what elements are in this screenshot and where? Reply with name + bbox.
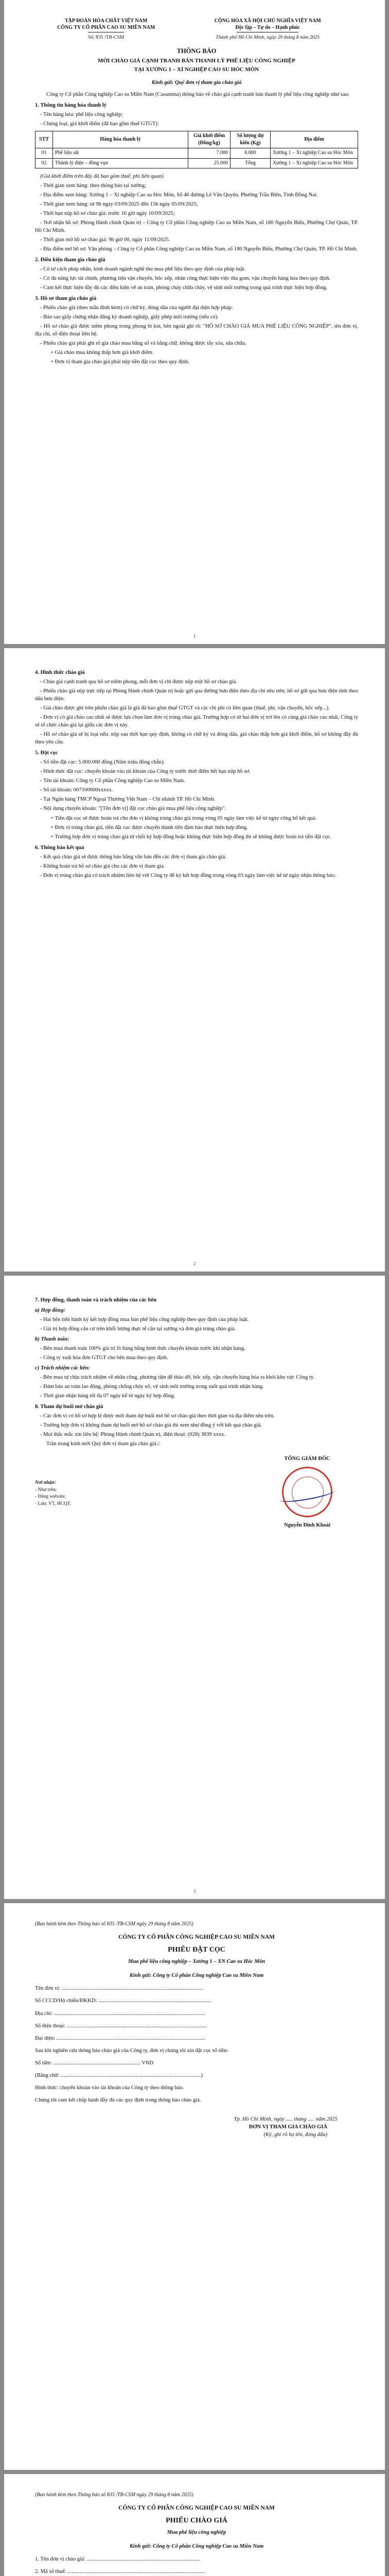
section-heading: 7. Hợp đồng, thanh toán và trách nhiệm của các bên bbox=[35, 1297, 157, 1303]
nation-name: CỘNG HÒA XÃ HỘI CHỦ NGHĨA VIỆT NAM bbox=[214, 18, 321, 24]
recipient: - Lưu: VT, HCQT. bbox=[35, 1501, 72, 1506]
table-header-row bbox=[36, 131, 358, 148]
list-item: - Số tiền đặt cọc: 5.000.000 đồng (Năm triệu đồng chẵn). bbox=[40, 759, 165, 766]
page-number: 2 bbox=[193, 1261, 196, 1267]
list-item: - Thời gian nhận hàng tối đa 07 ngày kể từ ngày ký hợp đồng. bbox=[40, 1393, 175, 1399]
column-header: Số lượng dự kiến (Kg) bbox=[231, 131, 271, 148]
list-item: - Bản sao giấy chứng nhận đăng ký doanh nghiệp, giấy phép môi trường (nếu có). bbox=[40, 314, 219, 320]
form-field[interactable]: 2. Mã số thuế: ..................................................................................................... bbox=[35, 2569, 205, 2575]
list-item: - Thời gian mở hồ sơ chào giá: 9h giờ 00, ngày 11/09/2025. bbox=[40, 237, 170, 243]
list-item: - Hình thức đặt cọc: chuyển khoản vào tài khoản của Công ty trước thời điểm hết hạn nộp hồ sơ. bbox=[40, 769, 251, 775]
document-subtitle-line-1: MỜI CHÀO GIÁ CẠNH TRANH BÁN THANH LÝ PHẾ LIỆU CÔNG NGHIỆP bbox=[98, 58, 295, 64]
issue-date: Thành phố Hồ Chí Minh, ngày 29 tháng 8 năm 2025 bbox=[216, 35, 320, 40]
table-cell: Xưởng 1 – Xí nghiệp Cao su Hóc Môn bbox=[271, 158, 358, 168]
section-heading: 3. Hồ sơ tham gia chào giá bbox=[35, 296, 97, 302]
list-item: - Các đơn vị có hồ sơ hợp lệ được mời tham dự buổi mở hồ sơ chào giá theo thời gian và địa điểm nêu trên. bbox=[40, 1413, 275, 1419]
list-item: - Công ty xuất hóa đơn GTGT cho bên mua theo quy định. bbox=[40, 1355, 168, 1361]
list-item: - Tên tài khoản: Công ty Cổ phần Công nghiệp Cao su Miền Nam. bbox=[40, 778, 185, 784]
list-item: - Số tài khoản: 007100000xxxxx. bbox=[40, 787, 113, 793]
sub-heading: c) Trách nhiệm các bên: bbox=[35, 1365, 90, 1371]
column-header: Hàng hóa thanh lý bbox=[53, 131, 188, 148]
list-item: - Có đủ năng lực tài chính, phương tiện vận chuyển, bốc xếp, nhân công thực hiện việc thu gom, vận chuyển hàng hóa theo quy định. bbox=[40, 276, 331, 282]
page-number: 3 bbox=[193, 1889, 196, 1894]
recipients-title: Nơi nhận: bbox=[35, 1480, 56, 1486]
section-heading: 4. Hình thức chào giá bbox=[35, 670, 85, 675]
list-item: - Giá chào được ghi trên phiếu chào giá là giá đã bao gồm thuế GTGT và các chi phí có liên quan (thuế, phí, vận chuyển, bốc xếp...). bbox=[40, 705, 330, 711]
notice-page-3 bbox=[4, 1276, 385, 1899]
list-item: - Địa điểm xem hàng: Xưởng 1 – Xí nghiệp Cao su Hóc Môn, Số 46 đường Lê Văn Quyện, Phường Trần Biên, Tỉnh Đồng Nai. bbox=[40, 192, 318, 198]
list-item: - Không hoàn trả hồ sơ chào giá cho các đơn vị tham gia. bbox=[40, 863, 165, 869]
form-field[interactable]: Đại diện: ............................................................................................................. bbox=[35, 2035, 205, 2041]
representative-note: (Ký, ghi rõ họ tên, đóng dấu) bbox=[263, 2131, 327, 2138]
list-item: - Trường hợp đơn vị không tham dự buổi mở hồ sơ chào giá thì xem như đồng ý với kết quả chào giá. bbox=[40, 1422, 262, 1429]
form-field[interactable]: Tên đơn vị: ........................................................................................................ bbox=[35, 1986, 204, 1992]
company-name: CÔNG TY CỔ PHẦN CÔNG NGHIỆP CAO SU MIỀN NAM bbox=[118, 1934, 275, 1941]
list-item: - Nơi nhận hồ sơ: Phòng Hành chính Quản trị – Công ty Cổ phần Công nghiệp Cao su Miền Nam, số 180 Nguyễn Biểu, Phường Chợ Quán, TP. Hồ Chí Minh. bbox=[35, 219, 358, 233]
list-item: - Bên mua thanh toán 100% giá trị lô hàng bằng hình thức chuyển khoản trước khi nhận hàng. bbox=[40, 1346, 245, 1352]
column-header: STT bbox=[36, 131, 53, 148]
page-number: 1 bbox=[193, 634, 196, 639]
table-cell: Thành lý điện – đồng vụn bbox=[53, 158, 188, 168]
list-item: - Đơn vị có giá chào cao nhất sẽ được lựa chọn làm đơn vị trúng chào giá. Trường hợp có từ hai đơn vị trở lên có cùng giá chào cao nhất, Công ty sẽ tổ chức chào giá lại giữa các đơn vị này. bbox=[35, 715, 358, 728]
section-heading: 5. Đặt cọc bbox=[35, 750, 58, 756]
list-item: - Phiếu chào giá (theo mẫu đính kèm) có chữ ký, đóng dấu của người đại diện hợp pháp. bbox=[40, 305, 233, 311]
list-item: - Thời hạn nộp hồ sơ chào giá: trước 16 giờ ngày 10/09/2025; bbox=[40, 210, 175, 216]
form-field[interactable]: Số điện thoại: ....................................................................................................... bbox=[35, 2023, 207, 2029]
form-subtitle: Mua phế liệu công nghiệp bbox=[167, 2530, 226, 2536]
list-item: - Địa điểm mở hồ sơ: Văn phòng – Công ty Cổ phần Công nghiệp Cao su Miền Nam, số 180 Nguyễn Biểu, Phường Chợ Quán, TP. Hồ Chí Minh. bbox=[40, 246, 358, 252]
recipients-block bbox=[35, 1480, 158, 1507]
deposit-form-page bbox=[4, 1903, 385, 2470]
list-item: - Hồ sơ chào giá sẽ bị loại nếu: nộp sau thời hạn quy định, không có chữ ký và đóng dấu, giá chào thấp hơn giá khởi điểm, hồ sơ không đầy đủ theo yêu cầu. bbox=[35, 732, 358, 745]
table-cell: Tổng bbox=[231, 158, 271, 168]
table-cell: Phế liệu sắt bbox=[53, 148, 188, 158]
closing-line: Trân trọng kính mời Quý đơn vị tham gia chào giá./. bbox=[46, 1441, 161, 1447]
list-item: - Cam kết thực hiện đầy đủ các điều kiện về an toàn, phòng cháy chữa cháy, vệ sinh môi trường trong quá trình thực hiện hợp đồng. bbox=[40, 285, 328, 291]
column-header: Giá khởi điểm (Đồng/kg) bbox=[188, 131, 231, 148]
section-heading: 1. Thông tin hàng hóa thanh lý bbox=[35, 102, 107, 108]
sub-heading: b) Thanh toán: bbox=[35, 1336, 69, 1343]
document-title: THÔNG BÁO bbox=[176, 47, 217, 55]
form-text: Hình thức: chuyển khoản vào tài khoản của Công ty theo thông báo. bbox=[35, 2084, 184, 2091]
form-title: PHIẾU CHÀO GIÁ bbox=[166, 2516, 227, 2524]
table-note: (Giá khởi điểm trên đây đã bao gồm thuế, phí liên quan) bbox=[40, 173, 164, 179]
form-title: PHIẾU ĐẶT CỌC bbox=[168, 1945, 225, 1954]
column-header: Địa điểm bbox=[271, 131, 358, 148]
sub-item: + Trường hợp đơn vị trúng chào giá từ chối ký hợp đồng hoặc không thực hiện hợp đồng thì sẽ không được hoàn trả tiền đặt cọc. bbox=[50, 834, 332, 840]
form-subtitle: Mua phế liệu công nghiệp – Xưởng 1 – XN Cao su Hóc Môn bbox=[128, 1959, 266, 1965]
salutation: Kính gửi: Công ty Cổ phần Công nghiệp Cao su Miền Nam bbox=[129, 1973, 264, 1979]
list-item: - Có tư cách pháp nhân, kinh doanh ngành nghề thu mua phế liệu theo quy định của pháp luật. bbox=[40, 266, 246, 273]
document-number: Số: 835 /TB-CSM bbox=[87, 35, 125, 40]
document-header bbox=[35, 18, 358, 41]
sub-item: + Tiền đặt cọc sẽ được hoàn trả cho đơn vị không trúng chào giá trong vòng 05 ngày làm việc kể từ ngày công bố kết quả. bbox=[50, 815, 317, 821]
signer-role: TỔNG GIÁM ĐỐC bbox=[284, 1455, 330, 1462]
list-item: - Tại Ngân hàng TMCP Ngoại Thương Việt Nam – Chi nhánh TP. Hồ Chí Minh. bbox=[40, 796, 216, 803]
list-item: - Thời gian xem hàng: theo thông báo tại xưởng; bbox=[40, 182, 146, 189]
parent-org: TẬP ĐOÀN HÓA CHẤT VIỆT NAM bbox=[65, 18, 148, 24]
table-cell: 8.000 bbox=[231, 148, 271, 158]
quote-form-page bbox=[4, 2474, 385, 2576]
sub-item: + Đơn vị tham gia chào giá phải nộp tiền đặt cọc theo quy định. bbox=[50, 359, 190, 365]
list-item: - Kết quả chào giá sẽ được thông báo bằng văn bản đến các đơn vị tham gia chào giá. bbox=[40, 854, 226, 860]
section-heading: 8. Tham dự buổi mở chào giá bbox=[35, 1404, 103, 1410]
table-row bbox=[36, 148, 358, 158]
form-field[interactable]: Số tiền: ................................................................ VND bbox=[35, 2060, 154, 2066]
goods-table bbox=[35, 131, 358, 168]
signature-block bbox=[256, 1455, 358, 1530]
form-text: Sau khi nghiên cứu thông báo chào giá của Công ty, đơn vị chúng tôi xin đặt cọc số tiền: bbox=[35, 2047, 228, 2054]
intro-paragraph: Công ty Cổ phần Công nghiệp Cao su Miền Nam (Casumina) thông báo về chào giá cạnh tranh bán thanh lý phế liệu công nghiệp như sau: bbox=[46, 91, 349, 97]
issuer-name: CÔNG TY CỔ PHẦN CAO SU MIỀN NAM bbox=[57, 25, 155, 30]
recipient: - Như trên; bbox=[35, 1487, 57, 1493]
signer-name: Nguyễn Đình Khoái bbox=[284, 1522, 331, 1529]
table-cell: 02 bbox=[36, 158, 53, 168]
sub-item: + Giá chào mua không thấp hơn giá khởi điểm. bbox=[50, 350, 154, 356]
table-cell: 7.000 bbox=[188, 148, 231, 158]
section-heading: 2. Điều kiện tham gia chào giá bbox=[35, 257, 105, 263]
list-item: - Tên hàng hóa: phế liệu công nghiệp; bbox=[40, 112, 123, 117]
table-cell: 01 bbox=[36, 148, 53, 158]
document-subtitle-line-2: TẠI XƯỞNG 1 – XÍ NGHIỆP CAO SU HÓC MÔN bbox=[134, 66, 259, 73]
annex-note: (Ban hành kèm theo Thông báo số 835 /TB-CSM ngày 29 tháng 8 năm 2025) bbox=[35, 2492, 193, 2498]
salutation: Kính gửi: Quý đơn vị tham gia chào giá bbox=[151, 79, 242, 86]
form-text: Chúng tôi cam kết chấp hành đầy đủ các quy định trong thông báo chào giá. bbox=[35, 2097, 201, 2103]
representative-title: ĐƠN VỊ THAM GIA CHÀO GIÁ bbox=[249, 2124, 327, 2130]
list-item: - Thời gian xem hàng: từ 9h ngày 03/09/2025 đến 15h ngày 05/09/2025; bbox=[40, 201, 198, 207]
list-item: - Giá trị hợp đồng căn cứ trên khối lượng thực tế cân tại xưởng và đơn giá trúng chào giá. bbox=[40, 1326, 236, 1332]
list-item: - Chào giá cạnh tranh qua hồ sơ niêm phong, mỗi đơn vị chỉ được nộp một hồ sơ chào giá. bbox=[40, 679, 237, 685]
recipient: - Đăng website; bbox=[35, 1494, 66, 1500]
list-item: - Đơn vị trúng chào giá có trách nhiệm liên hệ với Công ty để ký kết hợp đồng trong vòng 03 ngày làm việc kể từ ngày nhận thông báo. bbox=[40, 872, 336, 878]
sub-heading: a) Hợp đồng: bbox=[35, 1308, 65, 1314]
form-field[interactable]: Số CCCD/Hộ chiếu/ĐKKD: ................................................................................... bbox=[35, 1998, 212, 2004]
annex-note: (Ban hành kèm theo Thông báo số 835 /TB-CSM ngày 29 tháng 8 năm 2025) bbox=[35, 1921, 193, 1927]
form-field[interactable]: (Bằng chữ: .......................................................................................................) bbox=[35, 2072, 203, 2078]
table-row bbox=[36, 158, 358, 168]
list-item: - Hai bên tiến hành ký kết hợp đồng mua bán phế liệu công nghiệp theo quy định của pháp luật. bbox=[40, 1317, 249, 1323]
salutation: Kính gửi: Công ty Cổ phần Công nghiệp Cao su Miền Nam bbox=[129, 2544, 264, 2550]
list-item: - Mọi thắc mắc xin liên hệ: Phòng Hành chính Quản trị, điện thoại: (028) 3839 xxxx. bbox=[40, 1432, 226, 1438]
list-item: - Đảm bảo an toàn lao động, phòng chống cháy nổ, vệ sinh môi trường trong suốt quá trình nhận hàng. bbox=[40, 1384, 264, 1390]
place-date: Tp. Hồ Chí Minh, ngày ..... tháng ..... năm 2025 bbox=[234, 2116, 338, 2122]
list-item: - Bên mua tự chịu trách nhiệm về nhân công, phương tiện để tháo dỡ, bốc xếp, vận chuyển hàng hóa ra khỏi khu vực Công ty. bbox=[40, 1375, 315, 1381]
national-header bbox=[177, 18, 358, 41]
list-item: - Hồ sơ chào giá được niêm phong trong phong bì kín, bên ngoài ghi rõ: "HỒ SƠ CHÀO GIÁ MUA PHẾ LIỆU CÔNG NGHIỆP", tên đơn vị, địa chỉ, số điện thoại liên hệ. bbox=[35, 324, 358, 337]
form-field[interactable]: Địa chỉ: ............................................................................................................... bbox=[35, 2010, 205, 2016]
notice-page-1 bbox=[4, 0, 385, 644]
list-item: - Phiếu chào giá phải ghi rõ giá chào mua bằng số và bằng chữ, không được tẩy xóa, sửa chữa. bbox=[40, 341, 246, 347]
sub-item: + Đơn vị trúng chào giá, tiền đặt cọc được chuyển thành tiền đảm bảo thực hiện hợp đồng. bbox=[50, 824, 248, 831]
table-cell: 25.000 bbox=[188, 158, 231, 168]
company-name: CÔNG TY CỔ PHẦN CÔNG NGHIỆP CAO SU MIỀN NAM bbox=[118, 2505, 275, 2512]
section-heading: 6. Thông báo kết quả bbox=[35, 844, 84, 851]
list-item: - Phiếu chào giá nộp trực tiếp tại Phòng Hành chính Quản trị hoặc gửi qua đường bưu điện theo địa chỉ nêu trên; hồ sơ gửi qua bưu điện tính theo dấu bưu điện. bbox=[35, 688, 358, 702]
list-item: - Nội dung chuyển khoản: "[Tên đơn vị] đặt cọc chào giá mua phế liệu công nghiệp". bbox=[40, 806, 226, 812]
list-item: - Chủng loại, giá khởi điểm (đã bao gồm thuế GTGT): bbox=[40, 121, 159, 127]
table-cell: Xưởng 1 – Xí nghiệp Cao su Hóc Môn bbox=[271, 148, 358, 158]
issuer-block bbox=[35, 18, 177, 41]
form-field[interactable]: 1. Tên đơn vị chào giá: ................................................................................... bbox=[35, 2556, 200, 2563]
national-motto: Độc lập – Tự do – Hạnh phúc bbox=[235, 25, 300, 30]
notice-page-2 bbox=[4, 648, 385, 1272]
